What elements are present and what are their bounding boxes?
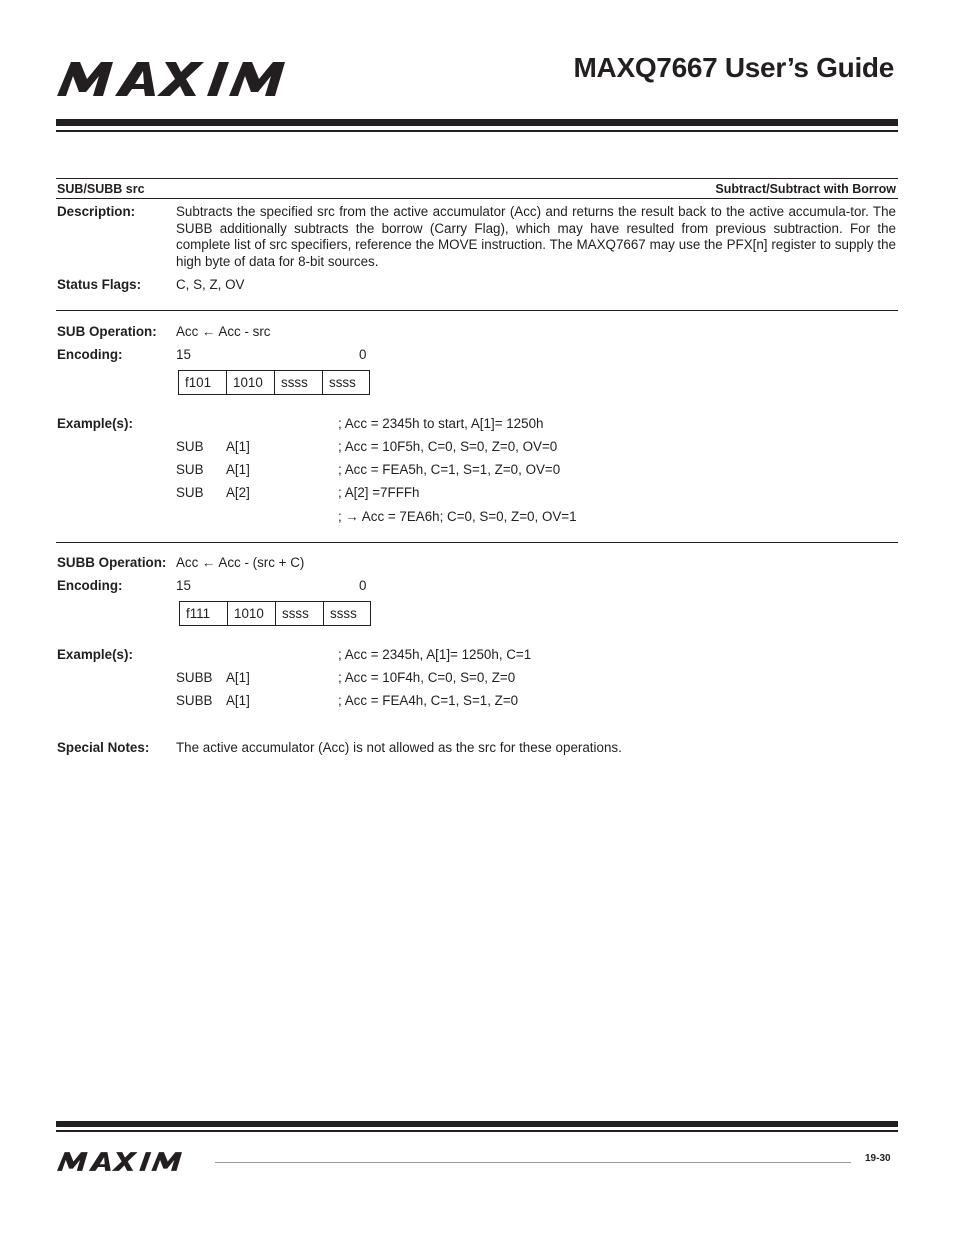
subb-encoding-cell: ssss	[276, 602, 324, 625]
sub-example-comment: ; A[2] =7FFFh	[338, 485, 420, 500]
section-divider-subb	[56, 542, 898, 543]
footer-rule-thin	[56, 1130, 898, 1132]
sub-encoding-cell: f101	[179, 371, 227, 394]
sub-example-comment: ; Acc = 10F5h, C=0, S=0, Z=0, OV=0	[338, 439, 558, 454]
sub-encoding-box	[178, 370, 370, 395]
instruction-top-rule	[56, 178, 898, 179]
subb-encoding-bit-low: 0	[359, 578, 367, 593]
subb-example-operand: A[1]	[226, 670, 250, 685]
sub-example-mnemonic: SUB	[176, 439, 204, 454]
sub-operation-label: SUB Operation:	[57, 324, 157, 339]
header-rule-thin	[56, 130, 898, 132]
sub-example-operand: A[1]	[226, 462, 250, 477]
special-notes-text: The active accumulator (Acc) is not allowed as the src for these operations.	[176, 740, 622, 755]
maxim-logo-icon	[57, 62, 327, 96]
subb-example-mnemonic: SUBB	[176, 693, 213, 708]
instruction-name: Subtract/Subtract with Borrow	[715, 182, 896, 196]
maxim-footer-logo-icon	[57, 1152, 205, 1171]
sub-example-comment: ; Acc = 2345h to start, A[1]= 1250h	[338, 416, 544, 431]
instruction-header-rule	[56, 198, 898, 199]
description-text: Subtracts the specified src from the active accumulator (Acc) and returns the result back to the active accumula-tor. The SUBB additionally subtracts the borrow (Carry Flag), which may have resulted from previous subtraction. For the complete list of src specifiers, reference the MOVE instruction. The MAXQ7667 may use the PFX[n] register to supply the high byte of data for 8-bit sources.	[176, 204, 896, 269]
subb-example-operand: A[1]	[226, 693, 250, 708]
subb-encoding-cell: f111	[180, 602, 228, 625]
footer-line	[215, 1162, 851, 1163]
sub-example-mnemonic: SUB	[176, 462, 204, 477]
header-rule-thick	[56, 119, 898, 126]
sub-example-operand: A[2]	[226, 485, 250, 500]
subb-encoding-box	[179, 601, 371, 626]
status-flags-value: C, S, Z, OV	[176, 277, 245, 292]
sub-encoding-cell: ssss	[329, 375, 356, 390]
document-title: MAXQ7667 User’s Guide	[573, 52, 894, 83]
sub-examples-label: Example(s):	[57, 416, 133, 431]
subb-encoding-bit-high: 15	[176, 578, 191, 593]
subb-encoding-cell: 1010	[228, 602, 276, 625]
sub-example-comment: ; Acc = FEA5h, C=1, S=1, Z=0, OV=0	[338, 462, 561, 477]
sub-operation-value: Acc ← Acc - src	[176, 324, 271, 339]
subb-example-comment: ; Acc = 2345h, A[1]= 1250h, C=1	[338, 647, 532, 662]
sub-encoding-cell: 1010	[227, 371, 275, 394]
sub-example-operand: A[1]	[226, 439, 250, 454]
status-flags-label: Status Flags:	[57, 277, 142, 292]
sub-encoding-label: Encoding:	[57, 347, 123, 362]
subb-example-comment: ; Acc = 10F4h, C=0, S=0, Z=0	[338, 670, 516, 685]
instruction-mnemonic: SUB/SUBB src	[57, 182, 145, 196]
sub-encoding-bit-high: 15	[176, 347, 191, 362]
subb-encoding-cell: ssss	[330, 606, 357, 621]
page-number: 19-30	[865, 1153, 891, 1164]
sub-example-mnemonic: SUB	[176, 485, 204, 500]
sub-encoding-bit-low: 0	[359, 347, 367, 362]
footer-rule-thick	[56, 1121, 898, 1127]
special-notes-label: Special Notes:	[57, 740, 150, 755]
sub-encoding-cell: ssss	[275, 371, 323, 394]
description-label: Description:	[57, 204, 136, 219]
subb-example-mnemonic: SUBB	[176, 670, 213, 685]
subb-examples-label: Example(s):	[57, 647, 133, 662]
sub-example-comment: ; → Acc = 7EA6h; C=0, S=0, Z=0, OV=1	[338, 509, 577, 524]
section-divider-sub	[56, 310, 898, 311]
subb-operation-label: SUBB Operation:	[57, 555, 167, 570]
subb-encoding-label: Encoding:	[57, 578, 123, 593]
subb-operation-value: Acc ← Acc - (src + C)	[176, 555, 305, 570]
subb-example-comment: ; Acc = FEA4h, C=1, S=1, Z=0	[338, 693, 519, 708]
